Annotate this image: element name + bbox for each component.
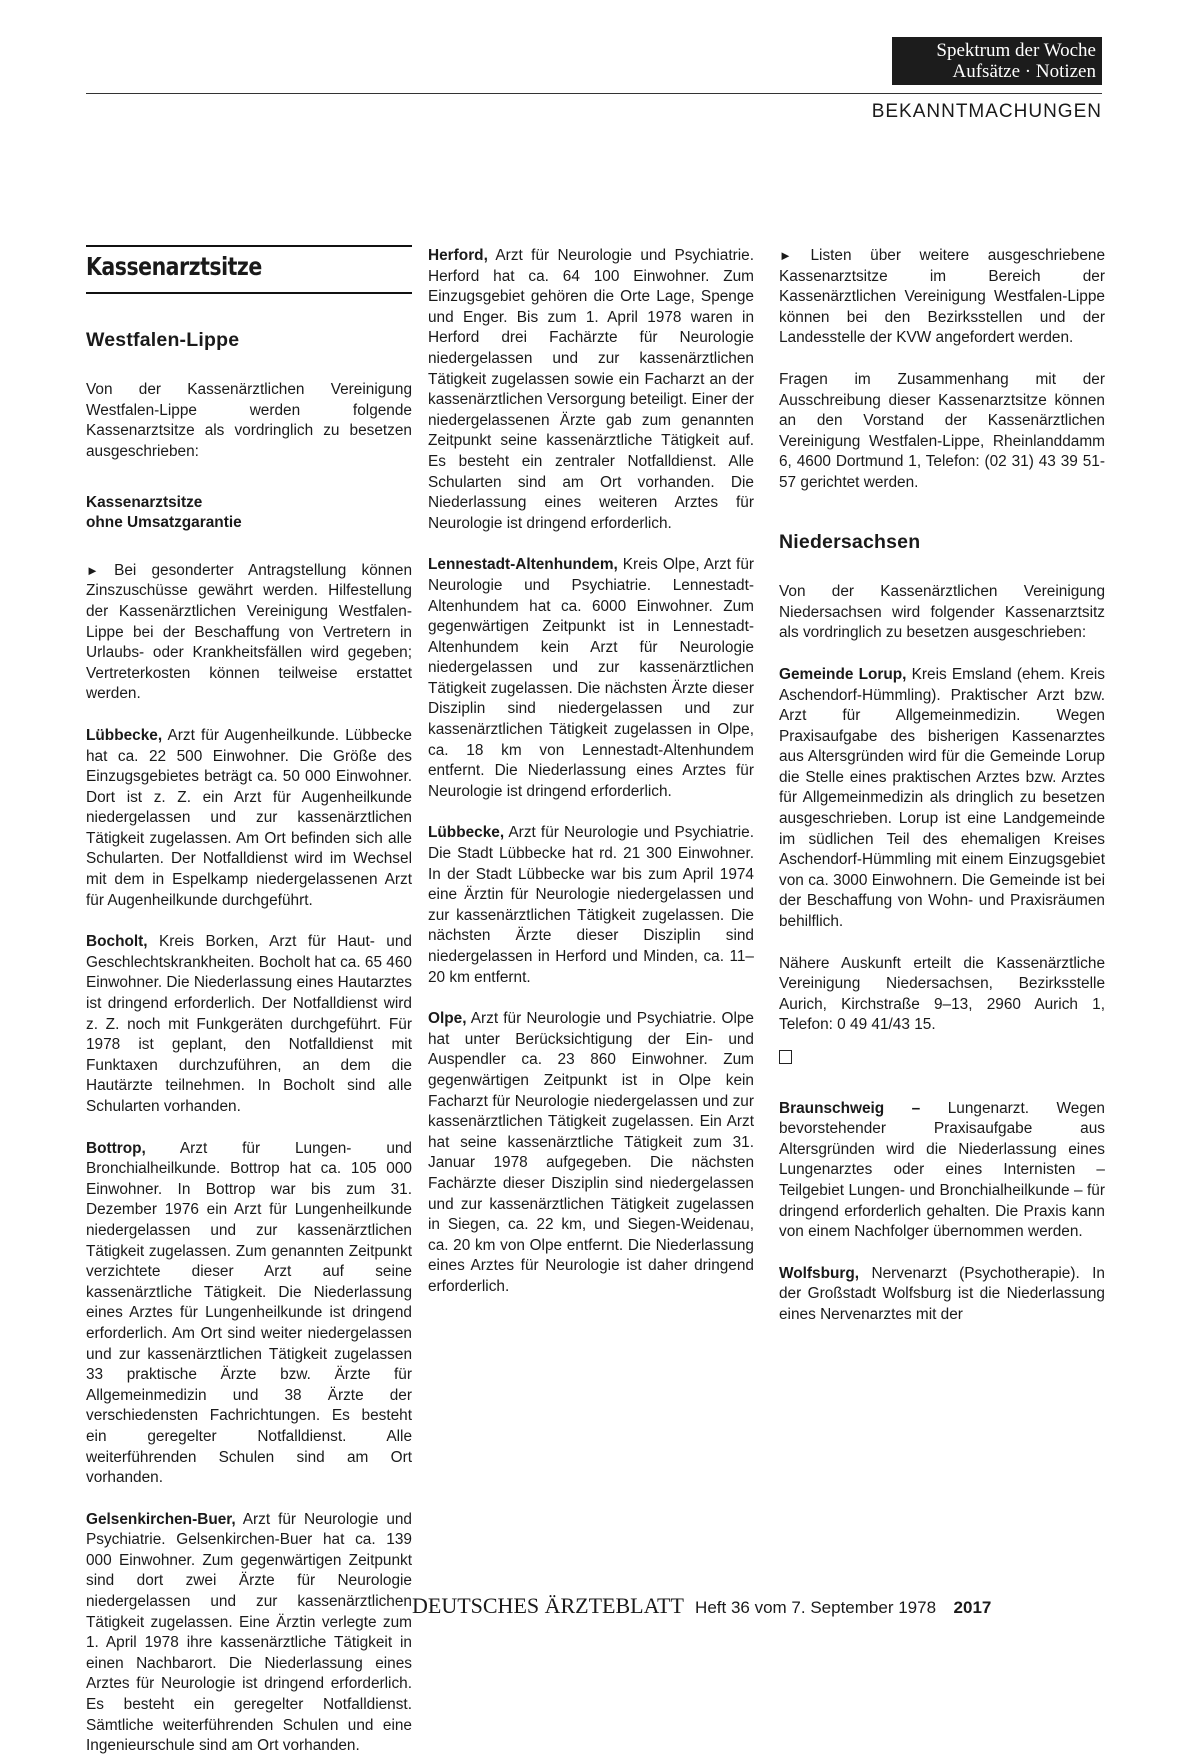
entry-text: Arzt für Augenheilkunde. Lübbecke hat ca. 22 500 Einwohner. Die Größe des Einzugsgebietes beträgt ca. 50 000 Einwohner. Dort ist z. Z. ein Arzt für Augenheilkunde niedergelassen und zur kassenärztlichen Tätigkeit zugelassen. Am Ort befinden sich alle Schularten. Der Notfalldienst wird im Wechsel mit dem in Espelkamp niedergelassenen Arzt für Augenheilkunde durchgeführt. [86,726,412,909]
subheading-line-1: Kassenarztsitze [86,493,203,511]
lists-note-text: Listen über weitere ausgeschriebene Kassenarztsitze im Bereich der Kassenärztlichen Vereinigung Westfalen-Lippe können bei den Bezirksstellen und der Landesstelle der KVW angefordert werden. [779,247,1105,347]
column-2 [428,246,754,1298]
info-paragraph: Nähere Auskunft erteilt die Kassenärztliche Vereinigung Niedersachsen, Bezirksstelle Aurich, Kirchstraße 9–13, 2960 Aurich 1, Telefon: 0 49 41/43 15. [779,954,1105,1034]
lists-note [779,246,1105,349]
note-text: Bei gesonderter Antragstellung können Zinszuschüsse gewährt werden. Hilfestellung der Kassenärztlichen Vereinigung Westfalen-Lippe bei der Beschaffung von Vertretern in Urlaubs- oder Krankheitsfällen wird gegeben; Vertreterkosten können teilweise erstattet werden. [86,561,413,703]
entry-place: Herford, [428,247,488,264]
entry-text: Kreis Emsland (ehem. Kreis Aschendorf-Hümmling). Praktischer Arzt bzw. Arzt für Allgemeinmedizin. Wegen Praxisaufgabe des bisherigen Kassenarztes aus Altersgründen wird für die Gemeinde Lorup die Stelle eines praktischen Arztes bzw. Arztes für Allgemeinmedizin als dringlich zu besetzen ausgeschrieben. Lorup ist eine Landgemeinde im südlichen Teil des ehemaligen Kreises Aschendorf-Hümmling mit einem Einzugsgebiet von ca. 3000 Einwohnern. Die Gemeinde ist bei der Beschaffung von Wohn- und Praxisräumen behilflich. [779,665,1106,931]
journal-name: DEUTSCHES ÄRZTEBLATT [412,1593,684,1618]
entry-place: Bottrop, [86,1139,146,1157]
subheading-line-2: ohne Umsatzgarantie [86,514,242,532]
entry-text: Nervenarzt (Psychotherapie). In der Großstadt Wolfsburg ist die Niederlassung eines Nervenarztes mit der [779,1264,1105,1323]
title-box [86,245,412,294]
entry-bottrop [86,1139,412,1489]
column-1 [86,245,412,1757]
entry-text: Arzt für Neurologie und Psychiatrie. Olpe hat unter Berücksichtigung der Ein- und Auspendler ca. 23 860 Einwohner. Zum gegenwärtigen Zeitpunkt ist in Olpe kein Facharzt für Neurologie niedergelassen und zur kassenärztlichen Tätigkeit zugelassen. Ein Arzt hat seine kassenärztliche Tätigkeit zum 31. Januar 1978 aufgegeben. Die nächsten Fachärzte dieser Disziplin sind niedergelassen und zur kassenärztlichen Tätigkeit zugelassen in Siegen, ca. 22 km, und Siegen-Weidenau, ca. 20 km von Olpe entfernt. Die Niederlassung eines Arztes für Neurologie ist daher dringend erforderlich. [428,1010,754,1295]
entry-place: Gemeinde Lorup, [779,665,907,683]
entry-luebbecke-neuro [428,823,754,988]
entry-text: Lungenarzt. Wegen bevorstehender Praxisaufgabe aus Altersgründen wird die Niederlassung eines Lungenarztes oder eines Internisten – Teilgebiet Lungen- und Bronchialheilkunde – für dringend erforderlich gehalten. Die Praxis kann von einem Nachfolger übernommen werden. [779,1099,1105,1241]
section-label: BEKANNTMACHUNGEN [871,101,1102,122]
entry-place: Bocholt, [86,933,148,951]
entry-text: Arzt für Lungen- und Bronchialheilkunde. Bottrop hat ca. 105 000 Einwohner. In Bottrop war bis zum 31. Dezember 1976 ein Arzt für Lungenheilkunde niedergelassen und zur kassenärztlichen Tätigkeit zugelassen. Zum genannten Zeitpunkt verzichtete dieser Arzt auf seine kassenärztliche Tätigkeit. Die Niederlassung eines Arztes für Lungenheilkunde ist dringend erforderlich. Am Ort sind weiter niedergelassen und zur kassenärztlichen Tätigkeit zugelassen 33 praktische Ärzte bzw. Ärzte für Allgemeinmedizin und 38 Ärzte der verschiedensten Fachrichtungen. Es besteht ein geregelter Notfalldienst. Alle weiterführenden Schulen sind am Ort vorhanden. [86,1139,412,1487]
entry-olpe [428,1009,754,1297]
entry-wolfsburg [779,1264,1105,1326]
page-number: 2017 [953,1598,992,1617]
entry-place: Lübbecke, [428,824,505,842]
arrow-icon: ► [779,248,792,263]
article-title: Kassenarztsitze [86,252,262,281]
entry-lennestadt [428,555,754,802]
entry-place: Braunschweig – [779,1099,921,1117]
entry-place: Lennestadt-Altenhundem, [428,556,618,574]
entry-place: Olpe, [428,1010,467,1028]
entry-text: Kreis Olpe, Arzt für Neurologie und Psychiatrie. Lennestadt-Altenhundem hat ca. 6000 Einwohner. Zum gegenwärtigen Zeitpunkt ist in Lennestadt-Altenhundem kein Arzt für Neurologie niedergelassen und zur kassenärztlichen Tätigkeit zugelassen. Die nächsten Ärzte dieser Disziplin sind niedergelassen und zur kassenärztlichen Tätigkeit zugelassen in Olpe, ca. 18 km von Lennestadt-Altenhundem entfernt. Die Niederlassung eines Arztes für Neurologie ist dringend erforderlich. [428,556,754,800]
entry-gelsenkirchen-start [86,1510,412,1757]
badge-line-2: Aufsätze · Notizen [952,61,1096,82]
issue-info: Heft 36 vom 7. September 1978 [695,1598,937,1617]
entry-text: Arzt für Neurologie und Psychiatrie. Die Stadt Lübbecke hat rd. 21 300 Einwohner. In der Stadt Lübbecke war bis zum April 1974 eine Ärztin für Neurologie niedergelassen und zur kassenärztlichen Tätigkeit zugelassen. Die nächsten Ärzte dieser Disziplin sind niedergelassen in Herford und Minden, ca. 11–20 km entfernt. [428,824,754,986]
entry-place: Wolfsburg, [779,1264,860,1282]
badge-line-1: Spektrum der Woche [936,40,1096,61]
column-3 [779,246,1105,1326]
section-badge [892,37,1102,85]
entry-luebbecke-augen [86,726,412,911]
entry-bocholt [86,932,412,1117]
region-heading-niedersachsen: Niedersachsen [779,530,921,553]
region-heading-westfalen: Westfalen-Lippe [86,328,240,351]
entry-text: Arzt für Neurologie und Psychiatrie. Gelsenkirchen-Buer hat ca. 139 000 Einwohner. Zum gegenwärtigen Zeitpunkt sind dort zwei Ärzte für Neurologie niedergelassen und zur kassenärztlichen Tätigkeit zugelassen. Eine Ärztin verlegte zum 1. April 1978 ihre kassenärztliche Tätigkeit in einen Nachbarort. Die Niederlassung eines Arztes für Neurologie ist dringend erforderlich. Es besteht ein geregelter Notfalldienst. Sämtliche weiterführenden Schulen und eine Ingenieurschule sind am Ort vorhanden. [86,1510,412,1755]
note-paragraph [86,561,412,705]
arrow-icon: ► [86,562,99,578]
entry-text: Kreis Borken, Arzt für Haut- und Geschlechtskrankheiten. Bocholt hat ca. 65 460 Einwohner. Die Niederlassung eines Hautarztes ist dringend erforderlich. Der Notfalldienst wird z. Z. noch mit Funkgeräten durchgeführt. Für 1978 ist geplant, den Notfalldienst mit Funktaxen durchzuführen, an dem die Hautärzte teilnehmen. In Bocholt sind alle Schularten vorhanden. [86,933,412,1115]
page-footer [412,1593,991,1619]
header-rule [86,93,1102,94]
subheading [86,493,412,534]
entry-braunschweig [779,1099,1105,1243]
contact-paragraph: Fragen im Zusammenhang mit der Ausschreibung dieser Kassenarztsitze können an den Vorstand der Kassenärztlichen Vereinigung Westfalen-Lippe, Rheinlanddamm 6, 4600 Dortmund 1, Telefon: (02 31) 43 39 51-57 gerichtet werden. [779,370,1105,491]
entry-lorup [779,665,1105,933]
entry-text: Arzt für Neurologie und Psychiatrie. Herford hat ca. 64 100 Einwohner. Zum Einzugsgebiet gehören die Orte Lage, Spenge und Enger. Bis zum 1. April 1978 waren in Herford drei Fachärzte für Neurologie niedergelassen und zur kassenärztlichen Tätigkeit zugelassen sowie ein Facharzt an der kassenärztlichen Versorgung beteiligt. Einer der niedergelassenen Ärzte gab zum genannten Zeitpunkt seine kassenärztliche Tätigkeit auf. Es besteht ein zentraler Notfalldienst. Alle Schularten sind am Ort vorhanden. Die Niederlassung eines weiteren Arztes für Neurologie ist dringend erforderlich. [428,247,754,532]
end-mark-icon [779,1050,792,1064]
entry-place: Gelsenkirchen-Buer, [86,1510,236,1528]
entry-herford [428,246,754,534]
intro-westfalen: Von der Kassenärztlichen Vereinigung Westfalen-Lippe werden folgende Kassenarztsitze als vordringlich zu besetzen ausgeschrieben: [86,381,412,460]
entry-place: Lübbecke, [86,726,163,744]
intro-niedersachsen: Von der Kassenärztlichen Vereinigung Niedersachsen wird folgender Kassenarztsitz als vordringlich zu besetzen ausgeschrieben: [779,583,1105,642]
